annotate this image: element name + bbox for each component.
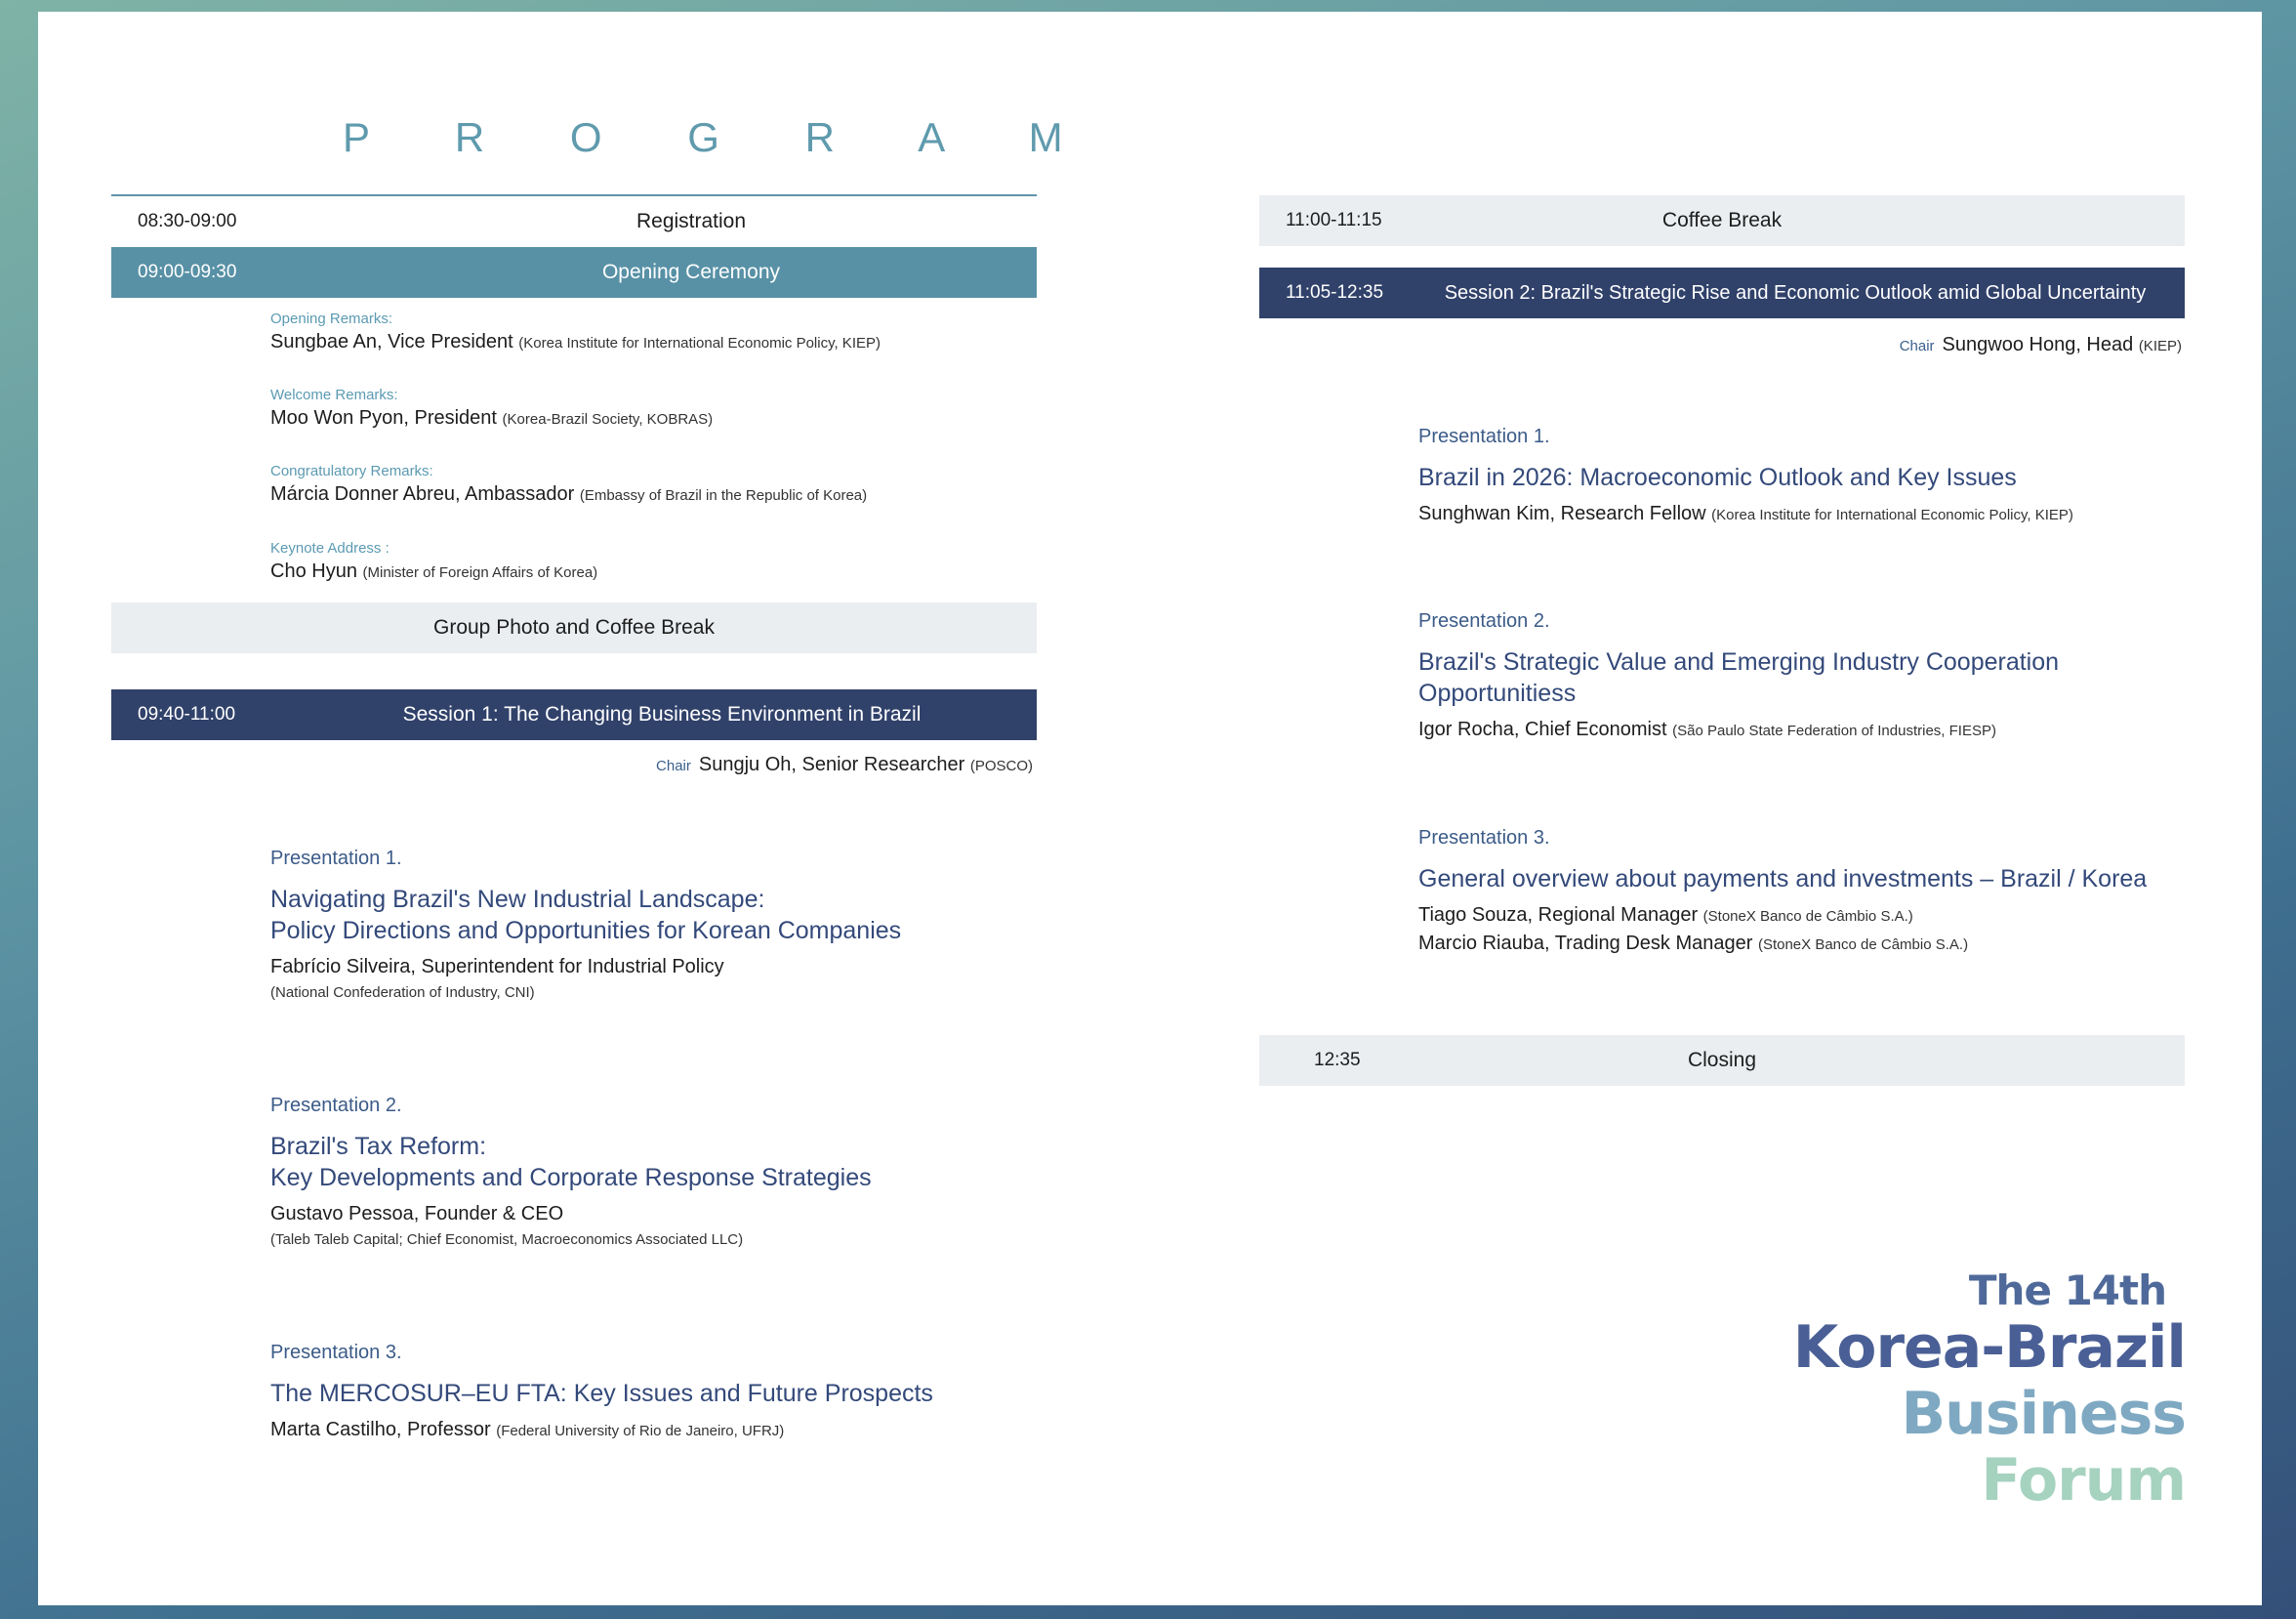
presentation-title: Brazil's Tax Reform: <box>270 1133 487 1160</box>
chair-name: Sungwoo Hong, Head <box>1942 334 2134 355</box>
presentation-title: Brazil's Strategic Value and Emerging Industry Cooperation <box>1418 648 2060 676</box>
remark-role: Welcome Remarks: <box>270 387 398 403</box>
presentation-speaker: Gustavo Pessoa, Founder & CEO <box>270 1203 564 1225</box>
presentation-number: Presentation 3. <box>1418 827 1550 849</box>
opening-time: 09:00-09:30 <box>138 262 237 282</box>
presentation-number: Presentation 3. <box>270 1342 402 1363</box>
remark-name: Moo Won Pyon, President <box>270 407 497 429</box>
right-presentation-3 <box>1418 827 2190 955</box>
presentation-speaker: Marcio Riauba, Trading Desk Manager <box>1418 933 1753 954</box>
chair-name: Sungju Oh, Senior Researcher <box>698 754 965 775</box>
presentation-number: Presentation 2. <box>270 1095 402 1116</box>
chair-label: Chair <box>1899 338 1935 354</box>
presentation-title: Brazil in 2026: Macroeconomic Outlook and Key Issues <box>1418 464 2017 491</box>
logo-edition: The 14th <box>1968 1266 2166 1314</box>
session1-time: 09:40-11:00 <box>138 704 236 725</box>
remark-name: Cho Hyun <box>270 560 357 582</box>
presentation-title: Key Developments and Corporate Response Strategies <box>270 1164 872 1191</box>
presentation-number: Presentation 2. <box>1418 610 1550 632</box>
right-presentation-1 <box>1418 426 2190 525</box>
session1-chair <box>111 754 1033 776</box>
remark-opening <box>270 311 881 353</box>
presentation-number: Presentation 1. <box>1418 426 1550 447</box>
presentation-speaker: Igor Rocha, Chief Economist <box>1418 719 1667 740</box>
presentation-org: (National Confederation of Industry, CNI) <box>270 984 535 1001</box>
remark-keynote <box>270 540 597 583</box>
chair-org: (POSCO) <box>969 758 1033 774</box>
presentation-title: The MERCOSUR–EU FTA: Key Issues and Future Prospects <box>270 1380 933 1407</box>
left-presentation-1 <box>270 848 1032 1001</box>
presentation-speaker: Fabrício Silveira, Superintendent for Industrial Policy <box>270 956 724 977</box>
chair-org: (KIEP) <box>2138 338 2182 354</box>
logo-forum: Forum <box>1981 1446 2186 1515</box>
coffee-time: 11:00-11:15 <box>1286 210 1382 230</box>
presentation-org: (StoneX Banco de Câmbio S.A.) <box>1757 936 1969 953</box>
presentation-title: Navigating Brazil's New Industrial Landscape: <box>270 886 765 913</box>
presentation-speaker: Tiago Souza, Regional Manager <box>1418 904 1699 926</box>
remark-role: Opening Remarks: <box>270 311 393 327</box>
remark-name: Márcia Donner Abreu, Ambassador <box>270 483 575 505</box>
closing-time: 12:35 <box>1314 1050 1361 1070</box>
presentation-org: (São Paulo State Federation of Industries, FIESP) <box>1672 723 1996 739</box>
presentation-title: Policy Directions and Opportunities for Korean Companies <box>270 917 902 944</box>
logo-business: Business <box>1901 1380 2186 1448</box>
coffee-label: Coffee Break <box>1661 209 1783 231</box>
registration-label: Registration <box>636 210 747 232</box>
remark-org: (Minister of Foreign Affairs of Korea) <box>362 564 598 581</box>
closing-label: Closing <box>1687 1049 1757 1071</box>
session2-chair <box>1259 334 2182 356</box>
presentation-title: General overview about payments and investments – Brazil / Korea <box>1418 865 2148 893</box>
session2-label: Session 2: Brazil's Strategic Rise and Economic Outlook amid Global Uncertainty <box>1444 281 2147 304</box>
remark-congratulatory <box>270 463 867 506</box>
forum-logo <box>1698 1266 2186 1514</box>
presentation-org: (Taleb Taleb Capital; Chief Economist, Macroeconomics Associated LLC) <box>270 1231 744 1248</box>
presentation-title: Opportunitiess <box>1418 680 1577 707</box>
presentation-org: (StoneX Banco de Câmbio S.A.) <box>1702 908 1913 925</box>
remark-role: Keynote Address : <box>270 540 390 557</box>
session2-row <box>1259 268 2185 318</box>
left-presentation-3 <box>270 1342 1032 1441</box>
registration-time: 08:30-09:00 <box>138 211 237 231</box>
remark-org: (Embassy of Brazil in the Republic of Korea) <box>579 487 868 504</box>
group-photo-label: Group Photo and Coffee Break <box>433 616 715 639</box>
remark-org: (Korea Institute for International Economic Policy, KIEP) <box>518 335 881 352</box>
registration-row <box>111 196 1037 247</box>
presentation-org: (Federal University of Rio de Janeiro, UFRJ) <box>496 1423 785 1439</box>
presentation-org: (Korea Institute for International Economic Policy, KIEP) <box>1711 507 2073 523</box>
presentation-speaker: Marta Castilho, Professor <box>270 1419 491 1440</box>
remark-welcome <box>270 387 713 430</box>
remark-role: Congratulatory Remarks: <box>270 463 433 479</box>
program-sheet <box>38 12 2262 1605</box>
presentation-speaker: Sunghwan Kim, Research Fellow <box>1418 503 1706 524</box>
opening-label: Opening Ceremony <box>601 261 781 283</box>
remark-name: Sungbae An, Vice President <box>270 331 513 353</box>
session2-time: 11:05-12:35 <box>1286 282 1384 303</box>
chair-label: Chair <box>656 758 691 774</box>
coffee-break-row <box>1259 195 2185 246</box>
closing-row <box>1259 1035 2185 1086</box>
session1-row <box>111 689 1037 740</box>
presentation-number: Presentation 1. <box>270 848 402 869</box>
logo-korea-brazil: Korea-Brazil <box>1792 1313 2186 1382</box>
group-photo-row <box>111 602 1037 653</box>
right-presentation-2 <box>1418 610 2190 741</box>
session1-label: Session 1: The Changing Business Environment in Brazil <box>402 703 922 726</box>
program-title: P R O G R A M <box>343 114 1100 160</box>
left-presentation-2 <box>270 1095 1032 1248</box>
remark-org: (Korea-Brazil Society, KOBRAS) <box>502 411 714 428</box>
opening-ceremony-row <box>111 247 1037 298</box>
